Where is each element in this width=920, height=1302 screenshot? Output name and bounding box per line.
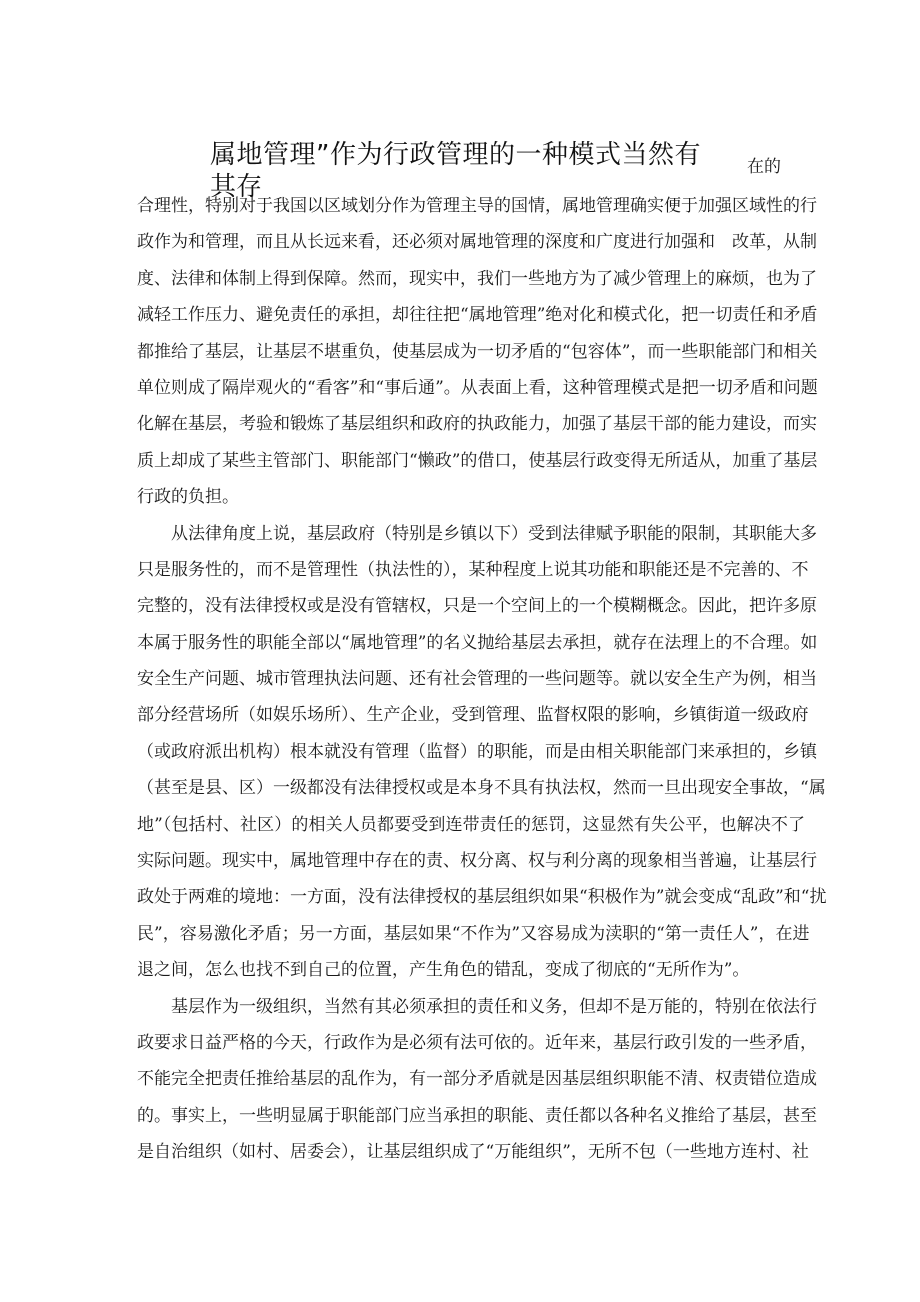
- paragraph-line: 实际问题。现实中，属地管理中存在的责、权分离、权与利分离的现象相当普遍，让基层行: [137, 851, 817, 872]
- paragraph-line: 是自治组织（如村、居委会），让基层组织成了“万能组织”，无所不包（一些地方连村、社: [137, 1142, 809, 1163]
- paragraph-line: 不能完全把责任推给基层的乱作为，有一部分矛盾就是因基层组织职能不清、权责错位造成: [137, 1069, 817, 1090]
- document-body: [137, 188, 827, 1171]
- paragraph-line: 合理性，特别对于我国以区域划分作为管理主导的国情，属地管理确实便于加强区域性的行: [137, 196, 817, 216]
- paragraph-line: 地”（包括村、社区）的相关人员都要受到连带责任的惩罚，这显然有失公平，也解决不了: [137, 814, 805, 835]
- paragraph-line: 基层作为一级组织，当然有其必须承担的责任和义务，但却不是万能的，特别在依法行: [171, 996, 817, 1017]
- paragraph-line: 退之间，怎么也找不到自己的位置，产生角色的错乱，变成了彻底的“无所作为”。: [137, 960, 750, 981]
- paragraph-line: 部分经营场所（如娱乐场所）、生产企业，受到管理、监督权限的影响，乡镇街道一级政府: [137, 705, 809, 726]
- paragraph-line: 化解在基层，考验和锻炼了基层组织和政府的执政能力，加强了基层干部的能力建设，而实: [137, 414, 817, 435]
- document-title-continuation: 其存: [210, 172, 263, 202]
- paragraph-line: 本属于服务性的职能全部以“属地管理”的名义抛给基层去承担，就存在法理上的不合理。如: [137, 632, 818, 653]
- paragraph-line: 从法律角度上说，基层政府（特别是乡镇以下）受到法律赋予职能的限制，其职能大多: [171, 523, 817, 544]
- paragraph-line: 政处于两难的境地：一方面，没有法律授权的基层组织如果“积极作为”就会变成“乱政”和“扰: [137, 887, 827, 908]
- paragraph: [137, 989, 817, 1171]
- paragraph: [137, 188, 818, 516]
- paragraph-line: 政要求日益严格的今天，行政作为是必须有法可依的。近年来，基层行政引发的一些矛盾，: [137, 1032, 817, 1053]
- paragraph-line: 只是服务性的，而不是管理性（执法性的），某种程度上说其功能和职能还是不完善的、不: [137, 559, 809, 580]
- paragraph-line: 行政的负担。: [137, 487, 239, 508]
- paragraph-line: （或政府派出机构）根本就没有管理（监督）的职能，而是由相关职能部门来承担的，乡镇: [137, 741, 817, 762]
- paragraph-line: 民”，容易激化矛盾；另一方面，基层如果“不作为”又容易成为渎职的“第一责任人”，在进: [137, 923, 810, 944]
- paragraph-line: 的。事实上，一些明显属于职能部门应当承担的职能、责任都以各种名义推给了基层，甚至: [137, 1105, 817, 1126]
- document-title-tail: 在的: [747, 157, 781, 177]
- paragraph-line: 减轻工作压力、避免责任的承担，却往往把“属地管理”绝对化和模式化，把一切责任和矛盾: [137, 305, 818, 326]
- paragraph-line: 都推给了基层，让基层不堪重负，使基层成为一切矛盾的“包容体”，而一些职能部门和相关: [137, 341, 818, 362]
- paragraph-line: 政作为和管理，而且从长远来看，还必须对属地管理的深度和广度进行加强和 改革，从制: [137, 232, 817, 253]
- paragraph-line: 安全生产问题、城市管理执法问题、还有社会管理的一些问题等。就以安全生产为例，相当: [137, 669, 817, 690]
- paragraph-line: 单位则成了隔岸观火的“看客”和“事后通”。从表面上看，这种管理模式是把一切矛盾和问题: [137, 377, 818, 398]
- paragraph-line: 完整的，没有法律授权或是没有管辖权，只是一个空间上的一个模糊概念。因此，把许多原: [137, 596, 817, 617]
- paragraph-line: 质上却成了某些主管部门、职能部门“懒政”的借口，使基层行政变得无所适从，加重了基层: [137, 450, 818, 471]
- paragraph: [137, 516, 827, 989]
- paragraph-line: （甚至是县、区）一级都没有法律授权或是本身不具有执法权，然而一旦出现安全事故，“属: [137, 778, 826, 799]
- paragraph-line: 度、法律和体制上得到保障。然而，现实中，我们一些地方为了减少管理上的麻烦，也为了: [137, 268, 817, 289]
- document-title: 属地管理”作为行政管理的一种模式当然有: [210, 140, 701, 170]
